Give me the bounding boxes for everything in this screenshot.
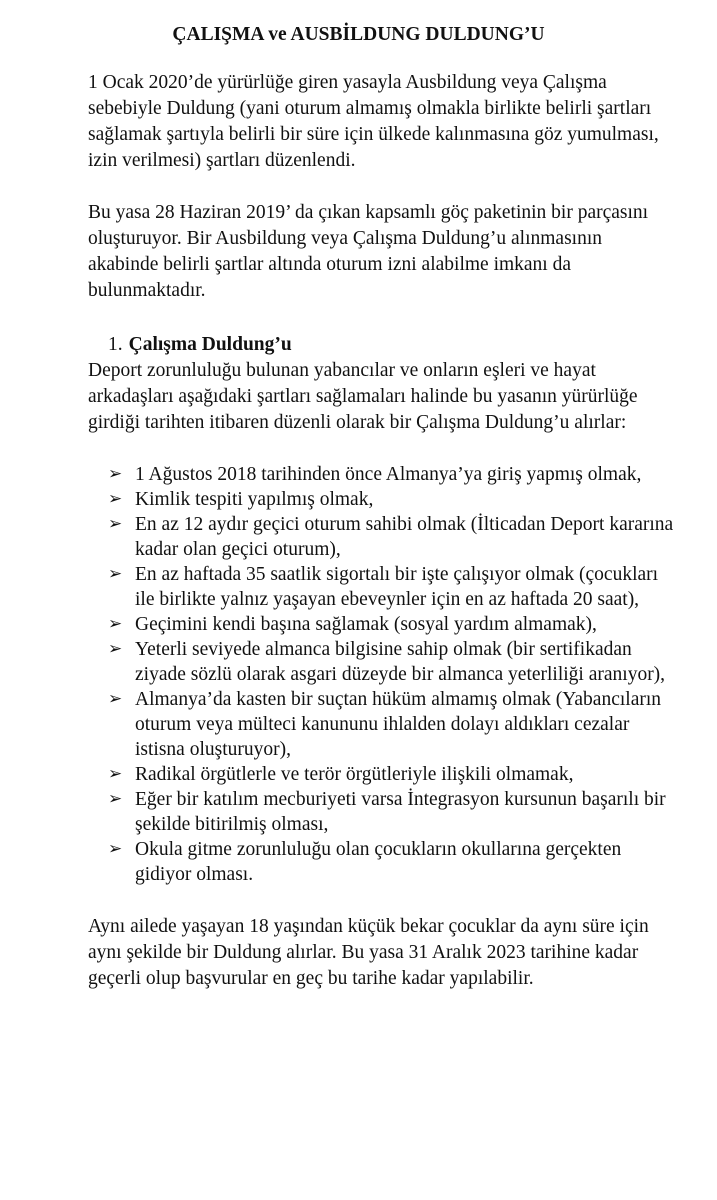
- arrow-bullet-icon: ➢: [108, 564, 123, 584]
- list-item-text: Kimlik tespiti yapılmış olmak,: [135, 489, 374, 510]
- list-item-text: Radikal örgütlerle ve terör örgütleriyle ilişkili olmamak,: [135, 764, 574, 785]
- arrow-bullet-icon: ➢: [108, 689, 123, 709]
- closing-paragraph: Aynı ailede yaşayan 18 yaşından küçük bekar çocuklar da aynı süre için aynı şekilde bir Duldung alırlar. Bu yasa 31 Aralık 2023 tarihine kadar geçerli olup başvurular en geç bu tarihe kadar yapılabilir.: [88, 916, 649, 989]
- list-item-text: Yeterli seviyede almanca bilgisine sahip olmak (bir sertifikadan ziyade sözlü olarak asgari düzeyde bir almanca yeterliliği aranıyor),: [135, 639, 666, 685]
- list-item: [108, 562, 677, 612]
- section-intro-paragraph: Deport zorunluluğu bulunan yabancılar ve onların eşleri ve hayat arkadaşları aşağıdaki şartları sağlamaları halinde bu yasanın yürürlüğe girdiği tarihten itibaren düzenli olarak bir Çalışma Duldung’u alırlar:: [88, 360, 638, 433]
- list-item-text: En az 12 aydır geçici oturum sahibi olmak (İlticadan Deport kararına kadar olan geçici oturum),: [135, 514, 674, 560]
- list-item: [108, 462, 677, 487]
- document-title: ÇALIŞMA ve AUSBİLDUNG DULDUNG’U: [172, 24, 545, 45]
- arrow-bullet-icon: ➢: [108, 614, 123, 634]
- section-heading: [108, 332, 677, 358]
- list-item-text: Geçimini kendi başına sağlamak (sosyal yardım almamak),: [135, 614, 597, 635]
- list-item: [108, 762, 677, 787]
- list-item-text: Okula gitme zorunluluğu olan çocukların okullarına gerçekten gidiyor olması.: [135, 839, 622, 885]
- list-item-text: 1 Ağustos 2018 tarihinden önce Almanya’ya giriş yapmış olmak,: [135, 464, 642, 485]
- arrow-bullet-icon: ➢: [108, 639, 123, 659]
- list-item: [108, 487, 677, 512]
- requirements-list: [88, 462, 677, 887]
- list-item: [108, 837, 677, 887]
- section-title: Çalışma Duldung’u: [128, 334, 292, 355]
- list-item: [108, 637, 677, 687]
- arrow-bullet-icon: ➢: [108, 789, 123, 809]
- arrow-bullet-icon: ➢: [108, 489, 123, 509]
- section-number: 1.: [108, 334, 123, 355]
- arrow-bullet-icon: ➢: [108, 764, 123, 784]
- list-item: [108, 787, 677, 837]
- list-item-text: En az haftada 35 saatlik sigortalı bir işte çalışıyor olmak (çocukları ile birlikte yalnız yaşayan ebeveynler için en az haftada 20 saat),: [135, 564, 659, 610]
- intro-paragraph: 1 Ocak 2020’de yürürlüğe giren yasayla Ausbildung veya Çalışma sebebiyle Duldung (yani oturum almamış olmakla birlikte belirli şartları sağlamak şartıyla belirli bir süre için ülkede kalınmasına göz yumulması, izin verilmesi) şartları düzenlendi.: [88, 72, 659, 171]
- intro-paragraph: Bu yasa 28 Haziran 2019’ da çıkan kapsamlı göç paketinin bir parçasını oluşturuyor. Bir Ausbildung veya Çalışma Duldung’u alınmasının akabinde belirli şartlar altında oturum izni alabilme imkanı da bulunmaktadır.: [88, 202, 649, 301]
- list-item-text: Eğer bir katılım mecburiyeti varsa İntegrasyon kursunun başarılı bir şekilde bitirilmiş olması,: [135, 789, 666, 835]
- list-item-text: Almanya’da kasten bir suçtan hüküm almamış olmak (Yabancıların oturum veya mülteci kanununu ihlalden dolayı aldıkları cezalar istisna oluşturuyor),: [135, 689, 662, 760]
- list-item: [108, 612, 677, 637]
- arrow-bullet-icon: ➢: [108, 514, 123, 534]
- arrow-bullet-icon: ➢: [108, 464, 123, 484]
- arrow-bullet-icon: ➢: [108, 839, 123, 859]
- list-item: [108, 687, 677, 762]
- list-item: [108, 512, 677, 562]
